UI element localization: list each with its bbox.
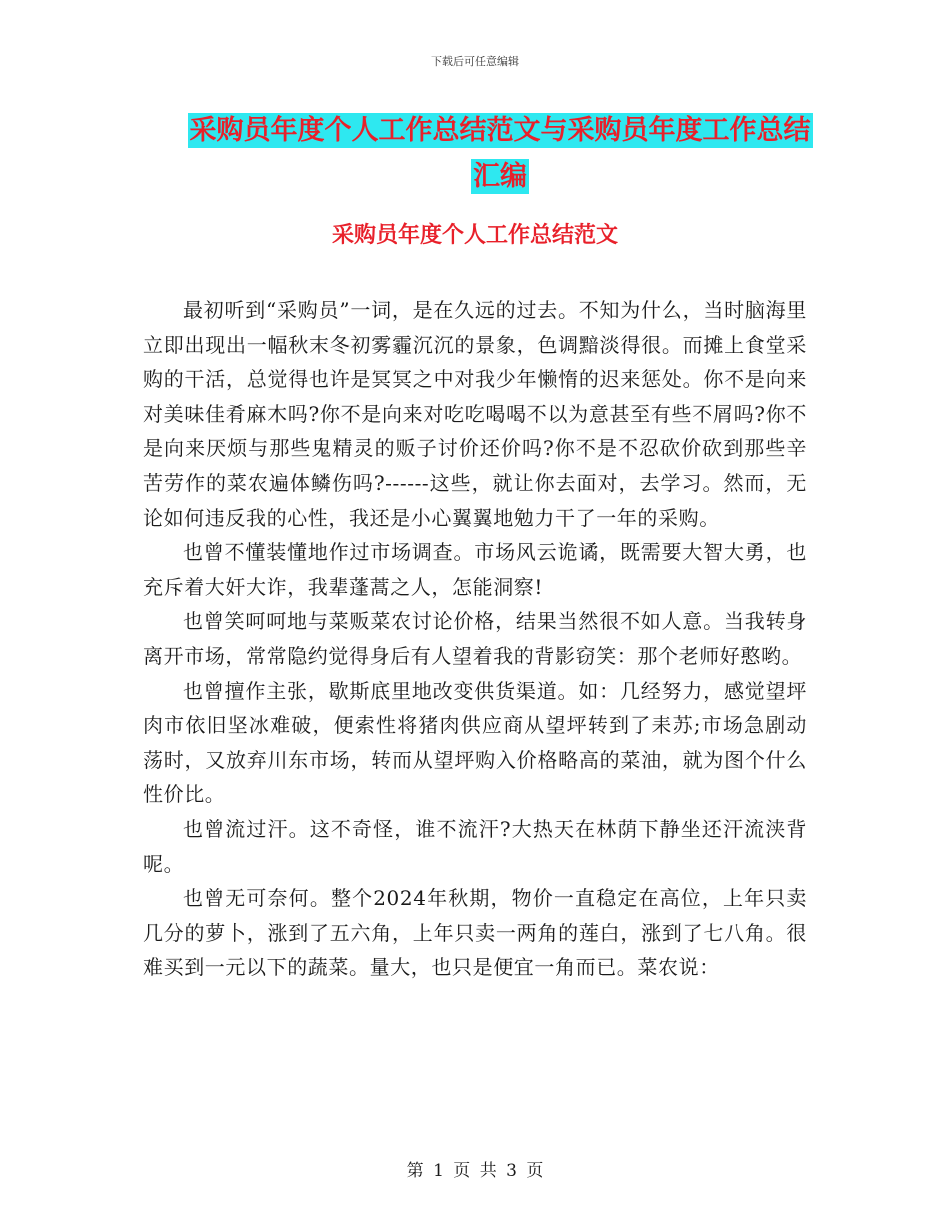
document-title xyxy=(140,108,860,200)
header-note: 下载后可任意编辑 xyxy=(431,55,519,68)
body-text xyxy=(143,293,807,985)
paragraph: 也曾擅作主张，歇斯底里地改变供货渠道。如：几经努力，感觉望坪肉市依旧坚冰难破，便索性将猪肉供应商从望坪转到了耒苏;市场急剧动荡时，又放弃川东市场，转而从望坪购入价格略高的菜油，就为图个什么性价比。 xyxy=(143,678,807,807)
paragraph: 也曾不懂装懂地作过市场调查。市场风云诡谲，既需要大智大勇，也充斥着大奸大诈，我辈蓬蒿之人，怎能洞察! xyxy=(143,540,807,599)
paragraph: 最初听到“采购员”一词，是在久远的过去。不知为什么，当时脑海里立即出现出一幅秋末冬初雾霾沉沉的景象，色调黯淡得很。而摊上食堂采购的干活，总觉得也许是冥冥之中对我少年懒惰的迟来惩处。你不是向来对美味佳肴麻木吗?你不是向来对吃吃喝喝不以为意甚至有些不屑吗?你不是向来厌烦与那些鬼精灵的贩子讨价还价吗?你不是不忍砍价砍到那些辛苦劳作的菜农遍体鳞伤吗?------这些，就让你去面对，去学习。然而，无论如何违反我的心性，我还是小心翼翼地勉力干了一年的采购。 xyxy=(143,298,807,530)
paragraph: 也曾流过汗。这不奇怪，谁不流汗?大热天在林荫下静坐还汗流浃背呢。 xyxy=(143,816,807,876)
paragraph: 也曾笑呵呵地与菜贩菜农讨论价格，结果当然很不如人意。当我转身离开市场，常常隐约觉得身后有人望着我的背影窃笑：那个老师好憨哟。 xyxy=(143,609,807,668)
document-title-line1: 采购员年度个人工作总结范文与采购员年度工作总结 xyxy=(189,115,811,146)
section-title: 采购员年度个人工作总结范文 xyxy=(331,223,618,248)
paragraph: 也曾无可奈何。整个2024年秋期，物价一直稳定在高位，上年只卖几分的萝卜，涨到了五六角，上年只卖一两角的莲白，涨到了七八角。很难买到一元以下的蔬菜。量大，也只是便宜一角而已。菜农说： xyxy=(143,886,807,980)
document-title-line2: 汇编 xyxy=(473,161,527,192)
page-number-footer: 第 1 页 共 3 页 xyxy=(406,1161,544,1181)
